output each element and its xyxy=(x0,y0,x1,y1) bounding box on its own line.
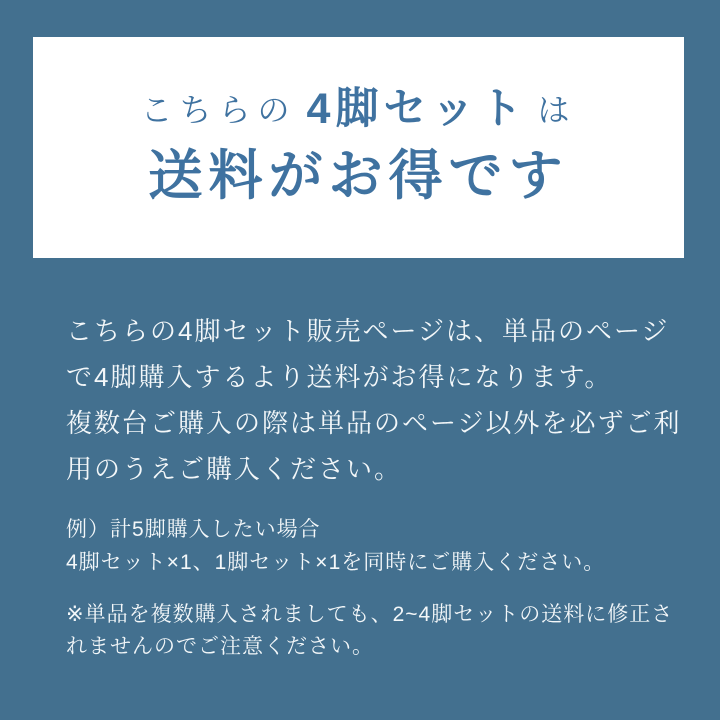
note-line-1: ※単品を複数購入されましても、2~4脚セットの送料に修正さ xyxy=(66,603,674,626)
description-text xyxy=(66,308,680,663)
headline-line1-highlight: 4脚セット xyxy=(306,85,528,134)
intro-paragraph xyxy=(66,308,680,492)
headline-line1 xyxy=(140,85,577,134)
intro-line-3: 複数台ご購入の際は単品のページ以外を必ずご利 xyxy=(66,408,682,438)
note-line-2: れませんのでご注意ください。 xyxy=(66,635,374,658)
headline-line1-prefix: こちらの xyxy=(140,91,297,128)
example-paragraph xyxy=(66,513,680,579)
intro-line-4: 用のうえご購入ください。 xyxy=(66,454,403,484)
headline-line1-suffix: は xyxy=(537,91,577,128)
intro-line-2: で4脚購入するより送料がお得になります。 xyxy=(66,362,613,392)
headline-card xyxy=(33,37,684,258)
example-line-2: 4脚セット×1、1脚セット×1を同時にご購入ください。 xyxy=(66,551,606,574)
example-line-1: 例）計5脚購入したい場合 xyxy=(66,518,321,541)
headline-line2: 送料がお得です xyxy=(148,146,569,207)
note-paragraph xyxy=(66,599,680,663)
intro-line-1: こちらの4脚セット販売ページは、単品のページ xyxy=(66,316,670,346)
